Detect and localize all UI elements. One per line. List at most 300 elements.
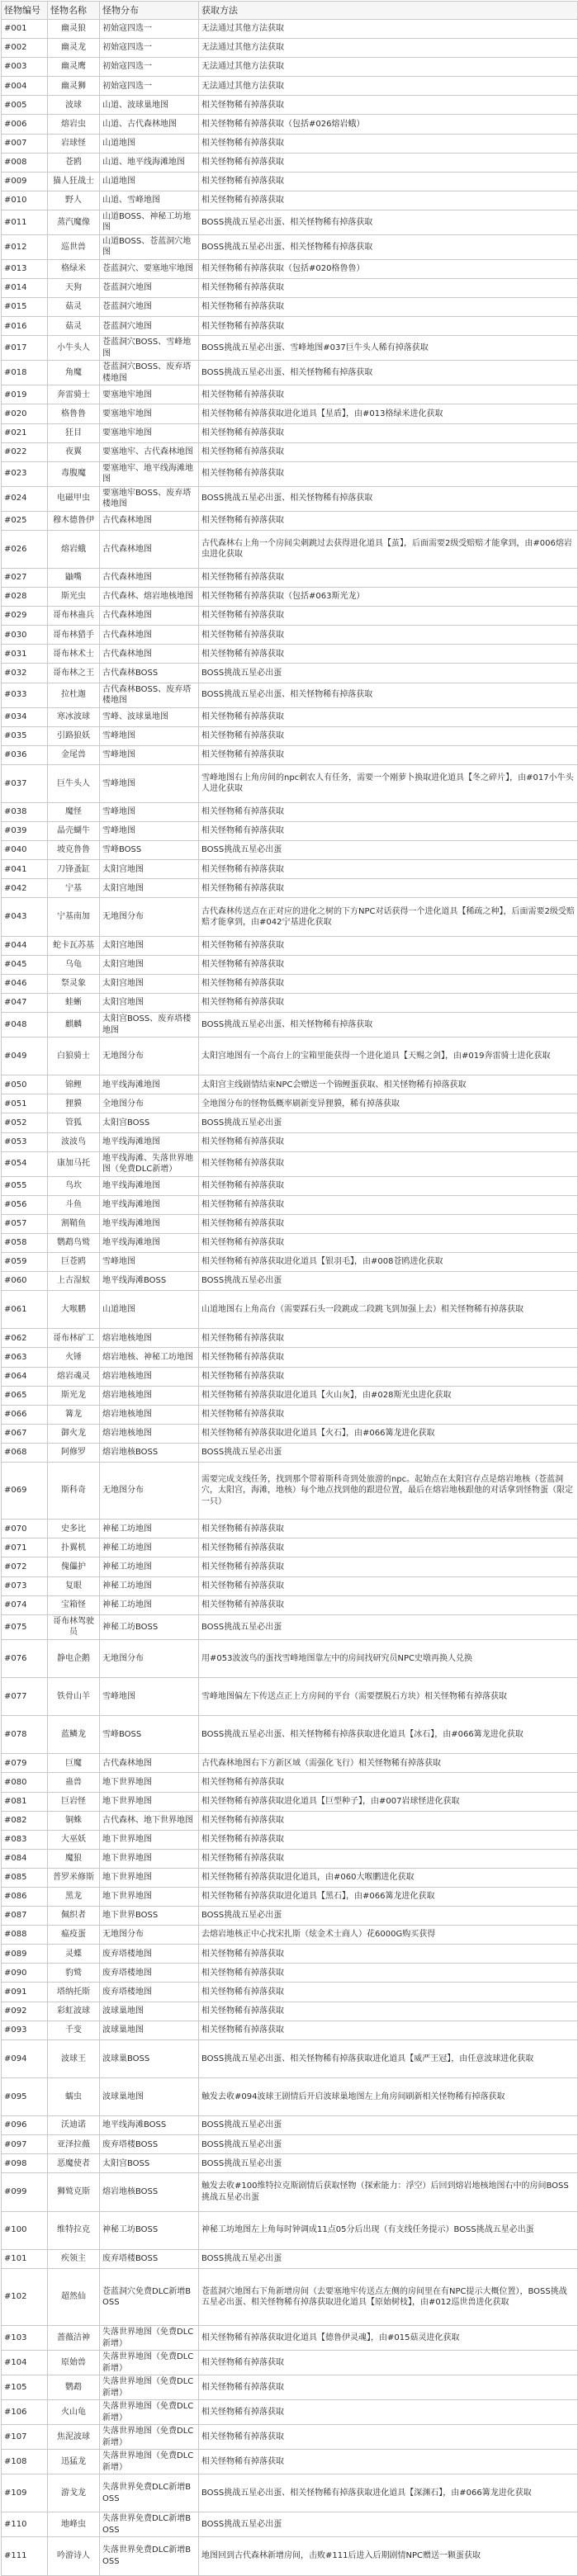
cell-id: #100 [2,2211,48,2249]
cell-distribution: 古代森林地图 [100,530,199,568]
table-row [2,530,578,568]
cell-distribution: 苍蓝洞穴地图 [100,279,199,298]
cell-name: 斯光虫 [48,588,100,607]
cell-method: 相关怪物稀有掉落获取 [199,1983,578,2002]
cell-id: #091 [2,1983,48,2002]
cell-distribution: 太阳宫BOSS [100,2154,199,2173]
cell-method: 苍蓝洞穴地图右下角新增房间（去要塞地牢传送点左侧的房间里在有NPC提示大概位置），BOSS挑战五星必出蛋、相关怪物稀有掉落获取进化道具【原始树枝】，由#012巡世兽进化获取 [199,2268,578,2325]
cell-distribution: 太阳宫地图 [100,879,199,898]
cell-distribution: 太阳宫BOSS、废弃塔楼地图 [100,1013,199,1037]
cell-distribution: 失落世界地图（免费DLC新增） [100,2326,199,2351]
table-row [2,1252,578,1271]
cell-name: 哥布林驾驶员 [48,1614,100,1639]
table-row [2,1463,578,1520]
cell-id: #109 [2,2474,48,2512]
cell-method: 相关怪物稀有掉落获取 [199,1233,578,1252]
cell-id: #106 [2,2400,48,2425]
table-row [2,2268,578,2325]
cell-name: 铁骨山羊 [48,1677,100,1715]
cell-name: 魔狼 [48,1849,100,1868]
cell-distribution: 雪峰地图 [100,1252,199,1271]
cell-distribution: 地平线海滩地图 [100,1214,199,1233]
cell-method: BOSS挑战五星必出蛋 [199,1907,578,1926]
cell-id: #069 [2,1463,48,1520]
cell-distribution: 地下世界地图 [100,1830,199,1849]
table-row [2,1233,578,1252]
cell-method: 相关怪物稀有掉落获取 [199,1557,578,1576]
cell-name: 幽灵狼 [48,20,100,39]
cell-id: #022 [2,442,48,461]
cell-method: 去熔岩地核正中心找宋扎斯（炫金术士商人）花6000G购买获得 [199,1926,578,1945]
cell-method: BOSS挑战五星必出蛋、相关怪物稀有掉落获取 [199,1013,578,1037]
table-row [2,664,578,683]
cell-name: 鹦鹉鸟鹫 [48,1233,100,1252]
cell-method: 相关怪物稀有掉落获取进化道具【星盾】，由#013格绿米进化获取 [199,404,578,423]
table-row [2,974,578,993]
cell-distribution: 太阳宫地图 [100,974,199,993]
header-method: 获取方法 [199,2,578,20]
cell-name: 普罗米修斯 [48,1868,100,1887]
table-row [2,423,578,442]
table-row [2,1945,578,1964]
cell-distribution: 古代森林、地下世界地图 [100,1811,199,1830]
cell-name: 鹦鹉 [48,2375,100,2400]
cell-distribution: 山道地图 [100,172,199,191]
cell-method: 无法通过其他方法获取 [199,20,578,39]
cell-method: 相关怪物稀有掉落获取 [199,1405,578,1424]
cell-distribution: 雪峰BOSS [100,1716,199,1754]
table-row [2,1557,578,1576]
table-row [2,1113,578,1132]
cell-name: 哥布林术士 [48,645,100,664]
cell-id: #047 [2,993,48,1012]
cell-distribution: 要塞地牢、地平线海滩地图 [100,461,199,486]
cell-distribution: 要塞地牢地图 [100,404,199,423]
cell-name: 寒冰波球 [48,707,100,726]
cell-method: 相关怪物稀有掉落获取 [199,298,578,317]
cell-name: 黑龙 [48,1887,100,1906]
cell-name: 千变 [48,2021,100,2040]
cell-name: 疾领主 [48,2249,100,2268]
table-row [2,1907,578,1926]
cell-method: 相关怪物稀有掉落获取 [199,511,578,530]
table-row [2,1716,578,1754]
cell-id: #011 [2,210,48,234]
cell-id: #039 [2,822,48,841]
cell-method: BOSS挑战五星必出蛋、雪峰地图#037巨牛头人稀有掉落获取 [199,336,578,361]
cell-name: 斯光龙 [48,1386,100,1405]
cell-name: 篝龙 [48,1405,100,1424]
table-row [2,1887,578,1906]
cell-distribution: 波球巢BOSS [100,2040,199,2077]
cell-name: 狮鹫克斯 [48,2173,100,2211]
cell-method: 相关怪物稀有掉落获取 [199,1348,578,1367]
cell-id: #024 [2,486,48,511]
cell-name: 豹鹫 [48,1964,100,1983]
cell-method: 相关怪物稀有掉落获取（包括#063斯光龙） [199,588,578,607]
cell-id: #044 [2,936,48,955]
cell-distribution: 熔岩地核地图 [100,1367,199,1386]
cell-distribution: 太阳宫地图 [100,860,199,879]
table-row [2,58,578,77]
cell-name: 金尾兽 [48,745,100,764]
cell-name: 熔岩魂灵 [48,1367,100,1386]
cell-name: 穆木德鲁伊 [48,511,100,530]
cell-name: 巨牛头人 [48,764,100,802]
cell-distribution: 地下世界地图 [100,1887,199,1906]
cell-method: 相关怪物稀有掉落获取进化道具【巨型种子】，由#007岩球怪进化获取 [199,1792,578,1811]
cell-method: 太阳宫地图有一个高台上的宝箱里能获得一个进化道具【天赐之剑】，由#019奔雷骑士进化获取 [199,1037,578,1075]
cell-name: 刀锋蚤缸 [48,860,100,879]
cell-distribution: 古代森林BOSS、废弃塔楼地图 [100,683,199,707]
cell-distribution: 雪峰地图 [100,764,199,802]
cell-name: 哥布林蛊兵 [48,607,100,626]
cell-distribution: 苍蓝洞穴、要塞地牢地图 [100,259,199,278]
cell-distribution: 雪峰地图 [100,1677,199,1715]
cell-distribution: 失落世界免费DLC新增BOSS [100,2537,199,2575]
table-row [2,1754,578,1773]
cell-id: #102 [2,2268,48,2325]
table-row [2,860,578,879]
cell-id: #015 [2,298,48,317]
cell-method: BOSS挑战五星必出蛋、相关怪物稀有掉落获取 [199,210,578,234]
cell-name: 波球王 [48,2040,100,2077]
cell-method: BOSS挑战五星必出蛋、相关怪物稀有掉落获取进化道具【深渊石】，由#066篝龙进化获取 [199,2474,578,2512]
cell-distribution: 失落世界免费DLC新增BOSS [100,2512,199,2537]
cell-id: #089 [2,1945,48,1964]
table-row [2,1348,578,1367]
cell-name: 野人 [48,191,100,210]
cell-method: 相关怪物稀有掉落获取 [199,2351,578,2375]
table-row [2,626,578,645]
cell-id: #101 [2,2249,48,2268]
cell-id: #005 [2,96,48,115]
table-row [2,803,578,822]
cell-method: 相关怪物稀有掉落获取 [199,1539,578,1557]
cell-distribution: 熔岩地核地图 [100,1424,199,1443]
cell-id: #064 [2,1367,48,1386]
cell-distribution: 废弃塔楼地图 [100,1964,199,1983]
cell-name: 大喉鹏 [48,1291,100,1329]
cell-name: 傀儡护 [48,1557,100,1576]
cell-distribution: 山道、波球巢地图 [100,96,199,115]
table-row [2,461,578,486]
cell-name: 祭灵象 [48,974,100,993]
cell-id: #020 [2,404,48,423]
cell-distribution: 雪峰、波球巢地图 [100,707,199,726]
cell-id: #052 [2,1113,48,1132]
cell-method: 相关怪物稀有掉落获取 [199,860,578,879]
cell-id: #062 [2,1329,48,1348]
table-row [2,1677,578,1715]
cell-method: 无法通过其他方法获取 [199,77,578,96]
cell-name: 彩虹波球 [48,2002,100,2021]
table-row [2,1595,578,1614]
table-row [2,1195,578,1214]
table-row [2,404,578,423]
table-row [2,1926,578,1945]
cell-method: BOSS挑战五星必出蛋 [199,664,578,683]
cell-id: #045 [2,955,48,974]
table-row [2,1773,578,1792]
cell-id: #030 [2,626,48,645]
cell-name: 宁基南加 [48,898,100,936]
cell-method: 相关怪物稀有掉落获取 [199,1214,578,1233]
cell-id: #006 [2,115,48,134]
table-row [2,298,578,317]
cell-distribution: 雪峰BOSS [100,841,199,860]
table-row [2,1964,578,1983]
cell-name: 猫人狂战士 [48,172,100,191]
cell-id: #027 [2,568,48,587]
cell-distribution: 苍蓝洞穴BOSS、废弃塔楼地图 [100,361,199,385]
cell-method: BOSS挑战五星必出蛋、相关怪物稀有掉落获取进化道具【冰石】，由#066篝龙进化获取 [199,1716,578,1754]
cell-method: 相关怪物稀有掉落获取 [199,1132,578,1151]
table-row [2,511,578,530]
cell-distribution: 山道BOSS、神秘工坊地图 [100,210,199,234]
table-row [2,210,578,234]
cell-method: 相关怪物稀有掉落获取 [199,461,578,486]
cell-method: 相关怪物稀有掉落获取 [199,1849,578,1868]
cell-method: 相关怪物稀有掉落获取进化道具【黑石】，由#066篝龙进化获取 [199,1887,578,1906]
cell-name: 鼬嘴 [48,568,100,587]
cell-id: #086 [2,1887,48,1906]
cell-name: 乌龟 [48,955,100,974]
table-header-row [2,2,578,20]
table-row [2,259,578,278]
cell-method: 相关怪物稀有掉落获取 [199,645,578,664]
table-row [2,1272,578,1291]
table-row [2,2135,578,2154]
cell-distribution: 初始寇四选一 [100,39,199,58]
cell-name: 格绿米 [48,259,100,278]
table-row [2,1151,578,1176]
table-row [2,1214,578,1233]
cell-name: 天狗 [48,279,100,298]
cell-id: #004 [2,77,48,96]
table-row [2,1037,578,1075]
cell-method: 古代森林地图右下方新区域（需强化飞行）相关怪物稀有掉落获取 [199,1754,578,1773]
table-row [2,153,578,172]
cell-distribution: 神秘工坊地图 [100,1576,199,1595]
cell-method: 无法通过其他方法获取 [199,39,578,58]
cell-id: #060 [2,1272,48,1291]
cell-distribution: 初始寇四选一 [100,77,199,96]
header-distribution: 怪物分布 [100,2,199,20]
cell-method: BOSS挑战五星必出蛋 [199,1113,578,1132]
cell-name: 拉杜迦 [48,683,100,707]
cell-method: 神秘工坊地图左上角每时钟调成11点05分后出现（有支线任务提示）BOSS挑战五星必出蛋 [199,2211,578,2249]
cell-name: 引路狼妖 [48,726,100,745]
cell-method: 相关怪物稀有掉落获取 [199,803,578,822]
cell-name: 苍鸥 [48,153,100,172]
cell-distribution: 失落世界免费DLC新增BOSS [100,2474,199,2512]
cell-distribution: 熔岩地核BOSS [100,1443,199,1462]
cell-id: #081 [2,1792,48,1811]
cell-distribution: 波球巢地图 [100,2002,199,2021]
cell-id: #028 [2,588,48,607]
cell-id: #036 [2,745,48,764]
cell-name: 熔岩蛾 [48,530,100,568]
table-row [2,1539,578,1557]
table-row [2,707,578,726]
cell-method: BOSS挑战五星必出蛋 [199,2249,578,2268]
cell-distribution: 太阳宫地图 [100,955,199,974]
cell-name: 巡世兽 [48,234,100,259]
monster-table [1,1,578,2576]
cell-distribution: 太阳宫BOSS [100,1113,199,1132]
cell-id: #107 [2,2425,48,2450]
cell-method: 相关怪物稀有掉落获取 [199,726,578,745]
cell-method: 需要完成支线任务，找到那个带着斯科奇到处旅游的npc。起始点在太阳宫存点是熔岩地核（苍蓝洞穴，太阳宫，海滩，地核）每个地点找到他的跟进位置，最后在熔岩地核跟他的对话拿到怪物蛋（限定一只） [199,1463,578,1520]
cell-distribution: 熔岩地核地图 [100,1329,199,1348]
cell-name: 瘟疫蛋 [48,1926,100,1945]
cell-name: 小牛头人 [48,336,100,361]
cell-distribution: 地平线海滩地图 [100,1233,199,1252]
cell-distribution: 苍蓝洞穴BOSS、雪峰地图 [100,336,199,361]
cell-id: #002 [2,39,48,58]
cell-distribution: 失落世界地图（免费DLC新增） [100,2400,199,2425]
table-row [2,588,578,607]
cell-distribution: 神秘工坊BOSS [100,1614,199,1639]
cell-name: 狂目 [48,423,100,442]
cell-method: 相关怪物稀有掉落获取 [199,442,578,461]
cell-distribution: 无地图分布 [100,1037,199,1075]
cell-method: 太阳宫主线剧情结束NPC会赠送一个锦鲤蛋获取、相关怪物稀有掉落获取 [199,1075,578,1094]
cell-distribution: 地平线海滩地图 [100,1132,199,1151]
table-row [2,879,578,898]
cell-distribution: 失落世界地图（免费DLC新增） [100,2375,199,2400]
cell-id: #071 [2,1539,48,1557]
cell-distribution: 废弃塔楼地图 [100,1983,199,2002]
cell-name: 割鞘鱼 [48,1214,100,1233]
cell-id: #090 [2,1964,48,1983]
cell-distribution: 古代森林地图 [100,568,199,587]
cell-id: #111 [2,2537,48,2575]
table-row [2,2425,578,2450]
cell-distribution: 苍蓝洞穴地图 [100,317,199,336]
table-row [2,726,578,745]
cell-name: 熔岩虫 [48,115,100,134]
cell-method: 雪峰地图偏左下传送点正上方房间的平台（需要摆脱石方块）相关怪物稀有掉落获取 [199,1677,578,1715]
cell-name: 火锤 [48,1348,100,1367]
cell-id: #035 [2,726,48,745]
cell-id: #017 [2,336,48,361]
cell-name: 大巫妖 [48,1830,100,1849]
cell-name: 锦鲤 [48,1075,100,1094]
cell-name: 波球 [48,96,100,115]
cell-method: 相关怪物稀有掉落获取 [199,191,578,210]
cell-id: #099 [2,2173,48,2211]
cell-distribution: 熔岩地核地图 [100,1386,199,1405]
cell-name: 巨苍鸥 [48,1252,100,1271]
cell-distribution: 失落世界地图（免费DLC新增） [100,2351,199,2375]
cell-name: 哥布林之王 [48,664,100,683]
cell-name: 白狼骑士 [48,1037,100,1075]
cell-id: #061 [2,1291,48,1329]
cell-id: #080 [2,1773,48,1792]
cell-method: 相关怪物稀有掉落获取（包括#026熔岩蛾） [199,115,578,134]
table-row [2,955,578,974]
cell-name: 魔怪 [48,803,100,822]
cell-id: #031 [2,645,48,664]
cell-id: #018 [2,361,48,385]
cell-name: 幽灵龙 [48,39,100,58]
cell-distribution: 地下世界地图 [100,1868,199,1887]
table-row [2,898,578,936]
cell-id: #103 [2,2326,48,2351]
cell-method: 相关怪物稀有掉落获取 [199,1367,578,1386]
cell-distribution: 太阳宫地图 [100,993,199,1012]
cell-name: 佩织者 [48,1907,100,1926]
table-row [2,683,578,707]
cell-method: 相关怪物稀有掉落获取 [199,1830,578,1849]
cell-id: #037 [2,764,48,802]
cell-id: #040 [2,841,48,860]
cell-method: BOSS挑战五星必出蛋 [199,1614,578,1639]
table-row [2,2474,578,2512]
cell-name: 晶壳蝴牛 [48,822,100,841]
cell-id: #043 [2,898,48,936]
table-row [2,1329,578,1348]
cell-distribution: 初始寇四选一 [100,58,199,77]
cell-name: 沃迪诺 [48,2116,100,2135]
table-row [2,2400,578,2425]
cell-name: 夜翼 [48,442,100,461]
cell-method: 相关怪物稀有掉落获取 [199,2450,578,2474]
cell-id: #010 [2,191,48,210]
cell-name: 奔雷骑士 [48,385,100,404]
cell-method: BOSS挑战五星必出蛋、相关怪物稀有掉落获取 [199,486,578,511]
table-row [2,822,578,841]
cell-id: #077 [2,1677,48,1715]
table-row [2,385,578,404]
table-row [2,2173,578,2211]
table-row [2,2211,578,2249]
cell-name: 管狐 [48,1113,100,1132]
cell-id: #082 [2,1811,48,1830]
table-row [2,936,578,955]
cell-distribution: 古代森林地图 [100,645,199,664]
cell-distribution: 山道、古代森林地图 [100,115,199,134]
cell-name: 扑翼机 [48,1539,100,1557]
cell-method: BOSS挑战五星必出蛋 [199,2116,578,2135]
cell-name: 原始兽 [48,2351,100,2375]
cell-method: 相关怪物稀有掉落获取 [199,172,578,191]
cell-id: #013 [2,259,48,278]
table-row [2,993,578,1012]
cell-method: 用#053波波鸟的蛋找雪峰地图靠左中的房间找研究员NPC史墩再换人兑换 [199,1639,578,1677]
cell-id: #007 [2,134,48,153]
cell-method: 古代森林传送点在正对应的进化之树的下方NPC对话获得一个进化道具【稀疏之种】，后面需要2级受赔赔才能拿到，由#042宁基进化获取 [199,898,578,936]
cell-method: BOSS挑战五星必出蛋 [199,841,578,860]
table-row [2,361,578,385]
cell-name: 电磁甲虫 [48,486,100,511]
cell-distribution: 古代森林地图 [100,1754,199,1773]
table-row [2,2077,578,2115]
cell-method: 全地图分布的怪物低概率刷新变异狸貘，稀有掉落获取 [199,1094,578,1113]
cell-distribution: 山道、地平线海滩地图 [100,153,199,172]
cell-distribution: 无地图分布 [100,898,199,936]
table-row [2,20,578,39]
table-row [2,2002,578,2021]
table-row [2,1291,578,1329]
table-row [2,1013,578,1037]
cell-method: 相关怪物稀有掉落获取 [199,1176,578,1195]
cell-name: 维特拉克 [48,2211,100,2249]
table-row [2,841,578,860]
table-row [2,1075,578,1094]
